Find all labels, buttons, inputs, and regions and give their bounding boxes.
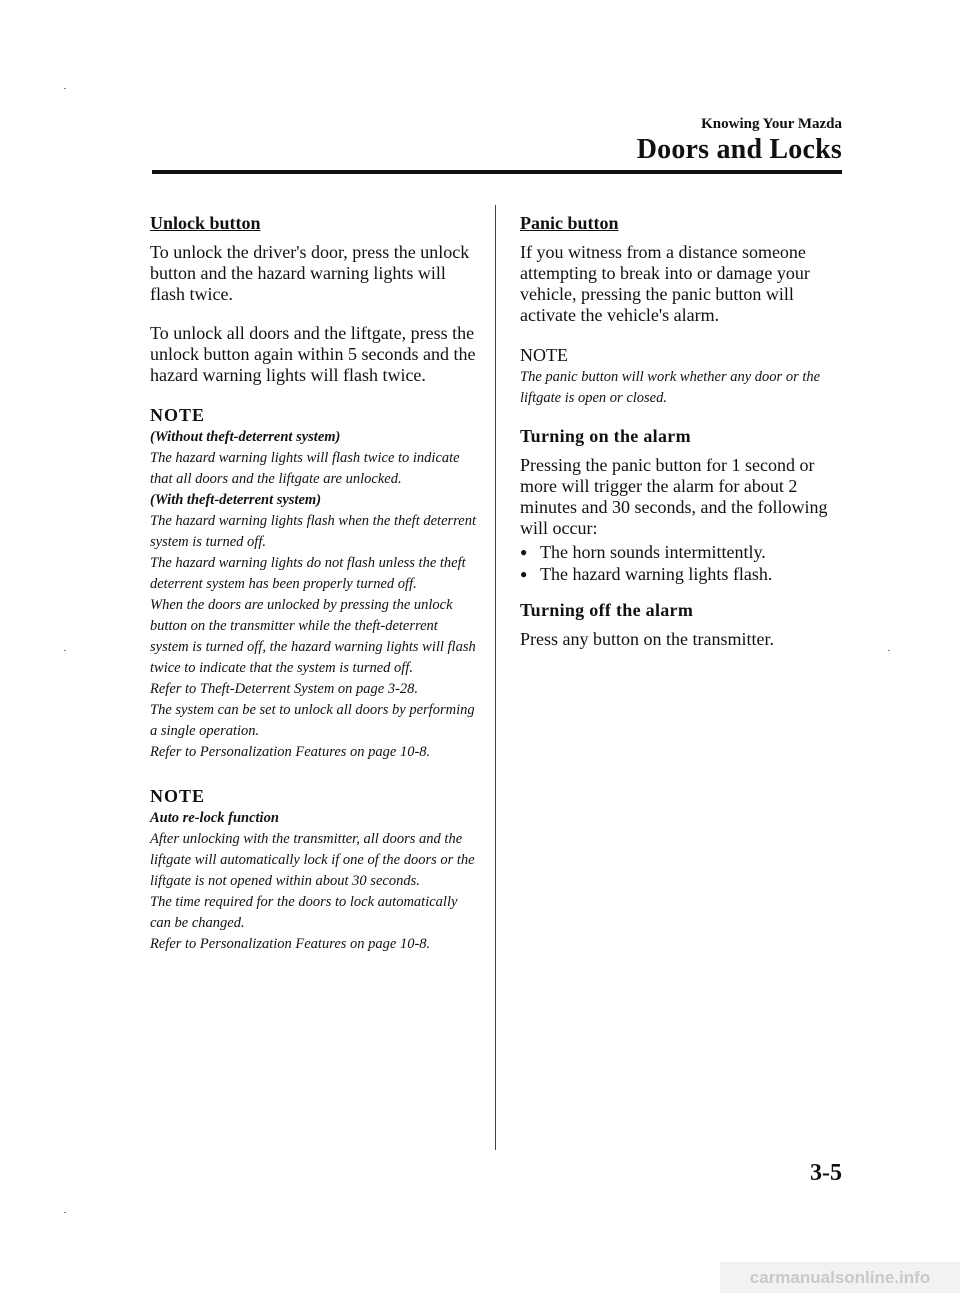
right-column <box>520 210 842 668</box>
note-line: The hazard warning lights flash when the theft deterrent system is turned off. <box>150 513 476 550</box>
left-column <box>150 210 480 977</box>
note-label: NOTE <box>520 345 568 365</box>
list-item <box>520 563 842 585</box>
note-line: (Without theft-deterrent system) <box>150 429 341 445</box>
note-block-1 <box>150 404 480 763</box>
unlock-paragraph-1: To unlock the driver's door, press the unlock button and the hazard warning lights will flash twice. <box>150 242 470 304</box>
note-line: The hazard warning lights will flash twice to indicate that all doors and the liftgate are unlocked. <box>150 450 460 487</box>
note-2-text <box>150 808 480 955</box>
page-title: Doors and Locks <box>636 134 842 165</box>
alarm-on-heading: Turning on the alarm <box>520 426 691 446</box>
list-item-text: The hazard warning lights flash. <box>540 564 773 584</box>
crop-mark <box>64 650 66 651</box>
unlock-button-heading: Unlock button <box>150 213 261 233</box>
header-rule <box>152 170 842 174</box>
unlock-paragraph-2: To unlock all doors and the liftgate, press the unlock button again within 5 seconds and the hazard warning lights will flash twice. <box>150 323 476 385</box>
note-line: Refer to Personalization Features on page 10-8. <box>150 936 431 952</box>
panic-paragraph: If you witness from a distance someone attempting to break into or damage your vehicle, pressing the panic button will activate the vehicle's alarm. <box>520 242 810 325</box>
note-label: NOTE <box>150 786 206 806</box>
note-line: After unlocking with the transmitter, all doors and the liftgate will automatically lock if one of the doors or the liftgate is not opened within about 30 seconds. <box>150 831 475 889</box>
alarm-effects-list <box>520 541 842 585</box>
section-label: Knowing Your Mazda <box>701 116 842 132</box>
bullet-icon: ● <box>520 567 528 581</box>
bullet-icon: ● <box>520 545 528 559</box>
note-line: The time required for the doors to lock automatically can be changed. <box>150 894 458 931</box>
note-line: Refer to Personalization Features on page 10-8. <box>150 744 431 760</box>
watermark: carmanualsonline.info <box>720 1262 960 1293</box>
crop-mark <box>64 1212 66 1213</box>
note-line: Auto re-lock function <box>150 810 279 826</box>
note-block-2 <box>150 785 480 955</box>
list-item-text: The horn sounds intermittently. <box>540 542 766 562</box>
list-item <box>520 541 842 563</box>
alarm-on-text: Pressing the panic button for 1 second or more will trigger the alarm for about 2 minutes and 30 seconds, and the following will occur: <box>520 455 828 538</box>
crop-mark <box>64 88 66 89</box>
panic-note-text: The panic button will work whether any door or the liftgate is open or closed. <box>520 369 821 406</box>
note-line: The system can be set to unlock all doors by performing a single operation. <box>150 702 475 739</box>
alarm-off-heading: Turning off the alarm <box>520 600 694 620</box>
note-1-text <box>150 427 480 763</box>
crop-mark <box>888 650 890 651</box>
page-number: 3-5 <box>810 1160 842 1186</box>
note-line: The hazard warning lights do not flash unless the theft deterrent system has been properly turned off. <box>150 555 466 592</box>
note-line: (With theft-deterrent system) <box>150 492 322 508</box>
column-divider <box>495 205 496 1150</box>
note-line: When the doors are unlocked by pressing the unlock button on the transmitter while the theft-deterrent system is turned off, the hazard warning lights will flash twice to indicate that the system is turned off. <box>150 597 476 676</box>
note-block-panic <box>520 344 842 409</box>
note-line: Refer to Theft-Deterrent System on page 3-28. <box>150 681 419 697</box>
alarm-off-text: Press any button on the transmitter. <box>520 629 774 649</box>
note-label: NOTE <box>150 405 206 425</box>
panic-button-heading: Panic button <box>520 213 619 233</box>
